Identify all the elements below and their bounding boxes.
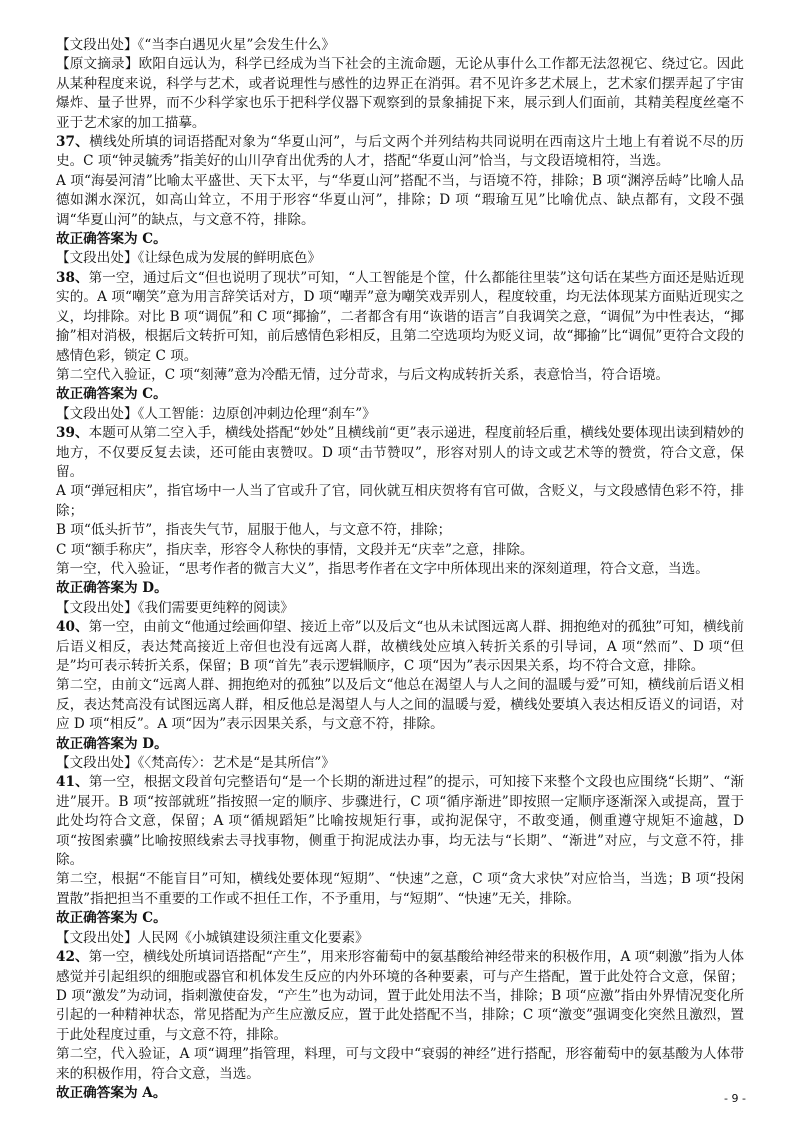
answer-line: 故正确答案为 D。 <box>56 735 168 752</box>
paragraph: 【文段出处】《“当李白遇见火星”会发生什么》 <box>56 37 335 53</box>
question-explanation <box>56 133 744 172</box>
answer-line: 故正确答案为 C。 <box>56 910 167 927</box>
question-text: 第一空，由前文“他通过绘画仰望、接近上帝”以及后文“也从未试图远离人群、拥抱绝对的孤独”可知，横线前后语义相反，表达梵高接近上帝但也没有远离人群，故横线处应填入转折关系的引导词，A 项“然而”、D 项“但是”均可表示转折关系，保留；B 项“首先”表示逻辑顺序，C 项“因为”表示因果关系，均不符合文意，排除。 <box>56 619 744 674</box>
paragraph: 【文段出处】《让绿色成为发展的鲜明底色》 <box>56 250 322 267</box>
paragraph: 【文段出处】《我们需要更纯粹的阅读》 <box>56 599 294 616</box>
question-explanation <box>56 948 744 1045</box>
question-text: 本题可从第二空入手，横线处搭配“妙处”且横线前“更”表示递进，程度前轻后重，横线处要体现出读到精妙的地方，不仅要反复去读，还可能由衷赞叹。D 项“击节赞叹”，形容对别人的诗文或艺术等的赞赏，符合文意，保留。 <box>56 425 744 480</box>
question-explanation <box>56 773 744 870</box>
paragraph: 【文段出处】《〈梵高传〉：艺术是“是其所信”》 <box>56 755 335 772</box>
document-body <box>56 36 744 1103</box>
paragraph: C 项“额手称庆”，指庆幸，形容令人称快的事情，文段并无“庆幸”之意，排除。 <box>56 541 534 558</box>
paragraph: 第二空，代入验证，A 项“调理”指管理，料理，可与文段中“衰弱的神经”进行搭配，形容葡萄中的氨基酸为人体带来的积极作用，符合文意，当选。 <box>56 1046 744 1082</box>
question-text: 第一空，横线处所填词语搭配“产生”，用来形容葡萄中的氨基酸给神经带来的积极作用，A 项“刺激”指为人体感觉并引起组织的细胞或器官和机体发生反应的内外环境的各种要素，可与产生搭配，置于此处符合文意，保留；D 项“激发”为动词，指刺激使奋发，“产生”也为动词，置于此处用法不当，排除；B 项“应激”指由外界情况变化所引起的一种精神状态，常见搭配为产生应激反应，置于此处搭配不当，排除；C 项“激变”强调变化突然且激烈，置于此处程度过重，与文意不符，排除。 <box>56 949 745 1043</box>
question-text: 横线处所填的词语搭配对象为“华夏山河”，与后文两个并列结构共同说明在西南这片土地上有着说不尽的历史。C 项“钟灵毓秀”指美好的山川孕育出优秀的人才，搭配“华夏山河”恰当，与文段语境相符，当选。 <box>56 134 744 170</box>
question-number: 38、 <box>56 269 89 286</box>
paragraph: 第二空，由前文“远离人群、拥抱绝对的孤独”以及后文“他总在渴望人与人之间的温暖与爱”可知，横线前后语义相反，表达梵高没有试图远离人群，相反他总是渴望人与人之间的温暖与爱，横线处要填入表达相反语义的词语，对应 D 项“相反”。A 项“因为”表示因果关系，与文意不符，排除。 <box>56 677 744 733</box>
answer-line: 故正确答案为 A。 <box>56 1084 167 1101</box>
paragraph: B 项“低头折节”，指丧失气节，屈服于他人，与文意不符，排除； <box>56 522 452 539</box>
answer-line: 故正确答案为 C。 <box>56 386 167 403</box>
paragraph: 【文段出处】人民网《小城镇建设须注重文化要素》 <box>56 929 369 946</box>
answer-line: 故正确答案为 D。 <box>56 580 168 597</box>
question-explanation <box>56 618 744 676</box>
question-explanation <box>56 269 744 366</box>
question-explanation <box>56 424 744 482</box>
question-text: 第一空，根据文段首句完整语句“是一个长期的渐进过程”的提示，可知接下来整个文段也应围绕“长期”、“渐进”展开。B 项“按部就班”指按照一定的顺序、步骤进行，C 项“循序渐进”即按照一定顺序逐渐深入或提高，置于此处均符合文意，保留；A 项“循规蹈矩”比喻按规矩行事，或拘泥保守，不敢变通，侧重遵守规矩不逾越，D 项“按图索骥”比喻按照线索去寻找事物，侧重于拘泥成法办事，均无法与“长期”、“渐进”对应，与文意不符，排除。 <box>56 774 744 869</box>
paragraph: 第二空，根据“不能盲目”可知，横线处要体现“短期”、“快速”之意，C 项“贪大求快”对应恰当，当选；B 项“投闲置散”指把担当不重要的工作或不担任工作，不予重用，与“短期”、“快速”无关，排除。 <box>56 871 744 907</box>
paragraph: A 项“弹冠相庆”，指官场中一人当了官或升了官，同伙就互相庆贺将有官可做，含贬义，与文段感情色彩不符，排除； <box>56 483 744 519</box>
paragraph: A 项“海晏河清”比喻太平盛世、天下太平，与“华夏山河”搭配不当，与语境不符，排除；B 项“渊渟岳峙”比喻人品德如渊水深沉，如高山耸立，不用于形容“华夏山河”，排除；D 项 “瑕瑜互见”比喻优点、缺点都有，文段不强调“华夏山河”的缺点，与文意不符，排除。 <box>56 172 744 228</box>
question-number: 37、 <box>56 134 90 151</box>
answer-line: 故正确答案为 C。 <box>56 231 167 248</box>
question-number: 39、 <box>56 425 89 442</box>
paragraph: 【文段出处】《人工智能：边原创冲刺边伦理“刹车”》 <box>56 405 376 422</box>
paragraph: 第二空代入验证，C 项“刻薄”意为冷酷无情，过分苛求，与后文构成转折关系，表意恰当，符合语境。 <box>56 366 670 383</box>
question-number: 40、 <box>56 619 89 636</box>
question-number: 42、 <box>56 949 89 966</box>
paragraph: 【原文摘录】欧阳自远认为，科学已经成为当下社会的主流命题，无论从事什么工作都无法忽视它、绕过它。因此从某种程度来说，科学与艺术，或者说理性与感性的边界正在消弭。君不见许多艺术展上，艺术家们摆弄起了宇宙爆炸、量子世界，而不少科学家也乐于把科学仪器下观察到的景象捕捉下来，展示到人们面前，其精美程度丝毫不亚于艺术家的加工描摹。 <box>56 56 744 131</box>
question-number: 41、 <box>56 774 89 791</box>
paragraph: 第一空，代入验证，“思考作者的微言大义”，指思考作者在文字中所体现出来的深刻道理，符合文意，当选。 <box>56 560 709 577</box>
question-text: 第一空，通过后文“但也说明了现状”可知，“人工智能是个筐，什么都能往里装”这句话在某些方面还是贴近现实的。A 项“嘲笑”意为用言辞笑话对方，D 项“嘲弄”意为嘲笑戏弄别人，程度较重，均无法体现某方面贴近现实之义，均排除。对比 B 项“调侃”和 C 项“揶揄”，二者都含有用“诙谐的语言”自我调笑之意，“调侃”为中性表达，“揶揄”相对消极，根据后文转折可知，前后感情色彩相反，且第二空选项均为贬义词，故“揶揄”比“调侃”更符合文段的感情色彩，锁定 C 项。 <box>56 269 744 364</box>
page-number: - 9 - <box>724 1092 746 1105</box>
